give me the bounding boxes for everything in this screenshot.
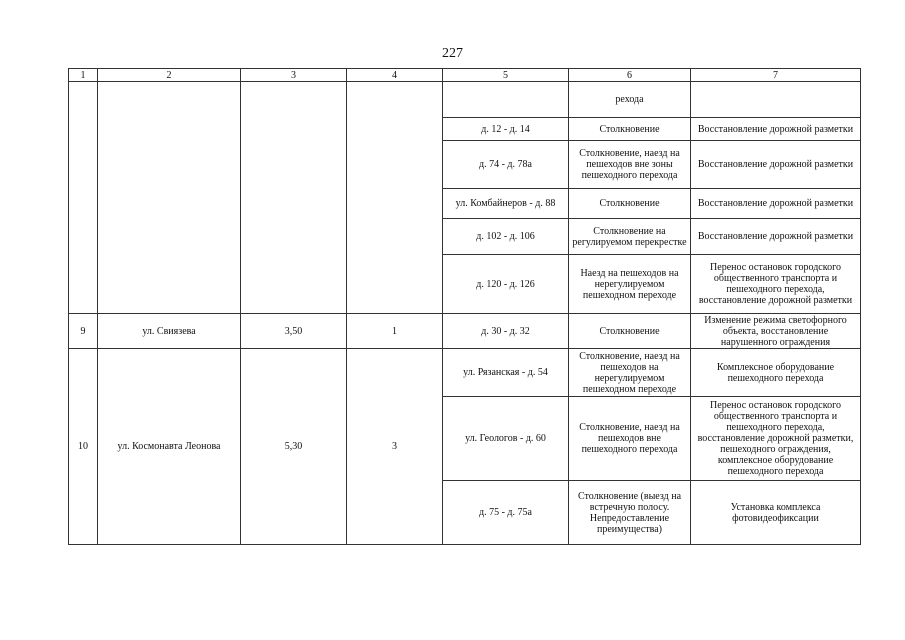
page-number: 227: [442, 46, 463, 61]
incident-type-cell: Столкновение: [569, 118, 691, 141]
row-number-cell: 10: [69, 349, 98, 545]
header-cell: 5: [443, 69, 569, 82]
header-cell: 4: [347, 69, 443, 82]
measure-cell: Комплексное оборудование пешеходного перехода: [691, 349, 861, 397]
header-cell: 1: [69, 69, 98, 82]
incident-type-cell: Столкновение: [569, 314, 691, 349]
incident-table: [68, 68, 861, 545]
measure-cell: Перенос остановок городского общественного транспорта и пешеходного перехода, восстановление дорожной разметки: [691, 255, 861, 314]
header-cell: 6: [569, 69, 691, 82]
incident-type-cell: рехода: [569, 82, 691, 118]
table-row: [69, 82, 861, 118]
count-cell: 3: [347, 349, 443, 545]
header-cell: 2: [98, 69, 241, 82]
header-cell: 7: [691, 69, 861, 82]
header-row: [69, 69, 861, 82]
section-cell: ул. Рязанская - д. 54: [443, 349, 569, 397]
street-cell: [98, 82, 241, 314]
incident-type-cell: Столкновение, наезд на пешеходов вне зоны пешеходного перехода: [569, 141, 691, 189]
incident-type-cell: Столкновение, наезд на пешеходов на нерегулируемом пешеходном переходе: [569, 349, 691, 397]
length-cell: [241, 82, 347, 314]
street-cell: ул. Свиязева: [98, 314, 241, 349]
incident-type-cell: Столкновение: [569, 189, 691, 219]
incident-type-cell: Столкновение, наезд на пешеходов вне пешеходного перехода: [569, 397, 691, 481]
measure-cell: Восстановление дорожной разметки: [691, 189, 861, 219]
table-row: [69, 314, 861, 349]
section-cell: ул. Комбайнеров - д. 88: [443, 189, 569, 219]
section-cell: д. 30 - д. 32: [443, 314, 569, 349]
section-cell: д. 120 - д. 126: [443, 255, 569, 314]
section-cell: д. 75 - д. 75а: [443, 481, 569, 545]
measure-cell: Восстановление дорожной разметки: [691, 141, 861, 189]
section-cell: [443, 82, 569, 118]
measure-cell: Установка комплекса фотовидеофиксации: [691, 481, 861, 545]
measure-cell: Восстановление дорожной разметки: [691, 219, 861, 255]
measure-cell: [691, 82, 861, 118]
section-cell: д. 102 - д. 106: [443, 219, 569, 255]
measure-cell: Изменение режима светофорного объекта, восстановление нарушенного ограждения: [691, 314, 861, 349]
length-cell: 5,30: [241, 349, 347, 545]
street-cell: ул. Космонавта Леонова: [98, 349, 241, 545]
section-cell: д. 74 - д. 78а: [443, 141, 569, 189]
measure-cell: Перенос остановок городского общественного транспорта и пешеходного перехода, восстановление дорожной разметки, пешеходного ограждения, комплексное оборудование пешеходного перехода: [691, 397, 861, 481]
header-cell: 3: [241, 69, 347, 82]
section-cell: ул. Геологов - д. 60: [443, 397, 569, 481]
length-cell: 3,50: [241, 314, 347, 349]
row-number-cell: [69, 82, 98, 314]
count-cell: 1: [347, 314, 443, 349]
section-cell: д. 12 - д. 14: [443, 118, 569, 141]
incident-type-cell: Наезд на пешеходов на нерегулируемом пешеходном переходе: [569, 255, 691, 314]
table-row: [69, 349, 861, 397]
count-cell: [347, 82, 443, 314]
measure-cell: Восстановление дорожной разметки: [691, 118, 861, 141]
row-number-cell: 9: [69, 314, 98, 349]
incident-type-cell: Столкновение на регулируемом перекрестке: [569, 219, 691, 255]
incident-type-cell: Столкновение (выезд на встречную полосу. Непредоставление преимущества): [569, 481, 691, 545]
